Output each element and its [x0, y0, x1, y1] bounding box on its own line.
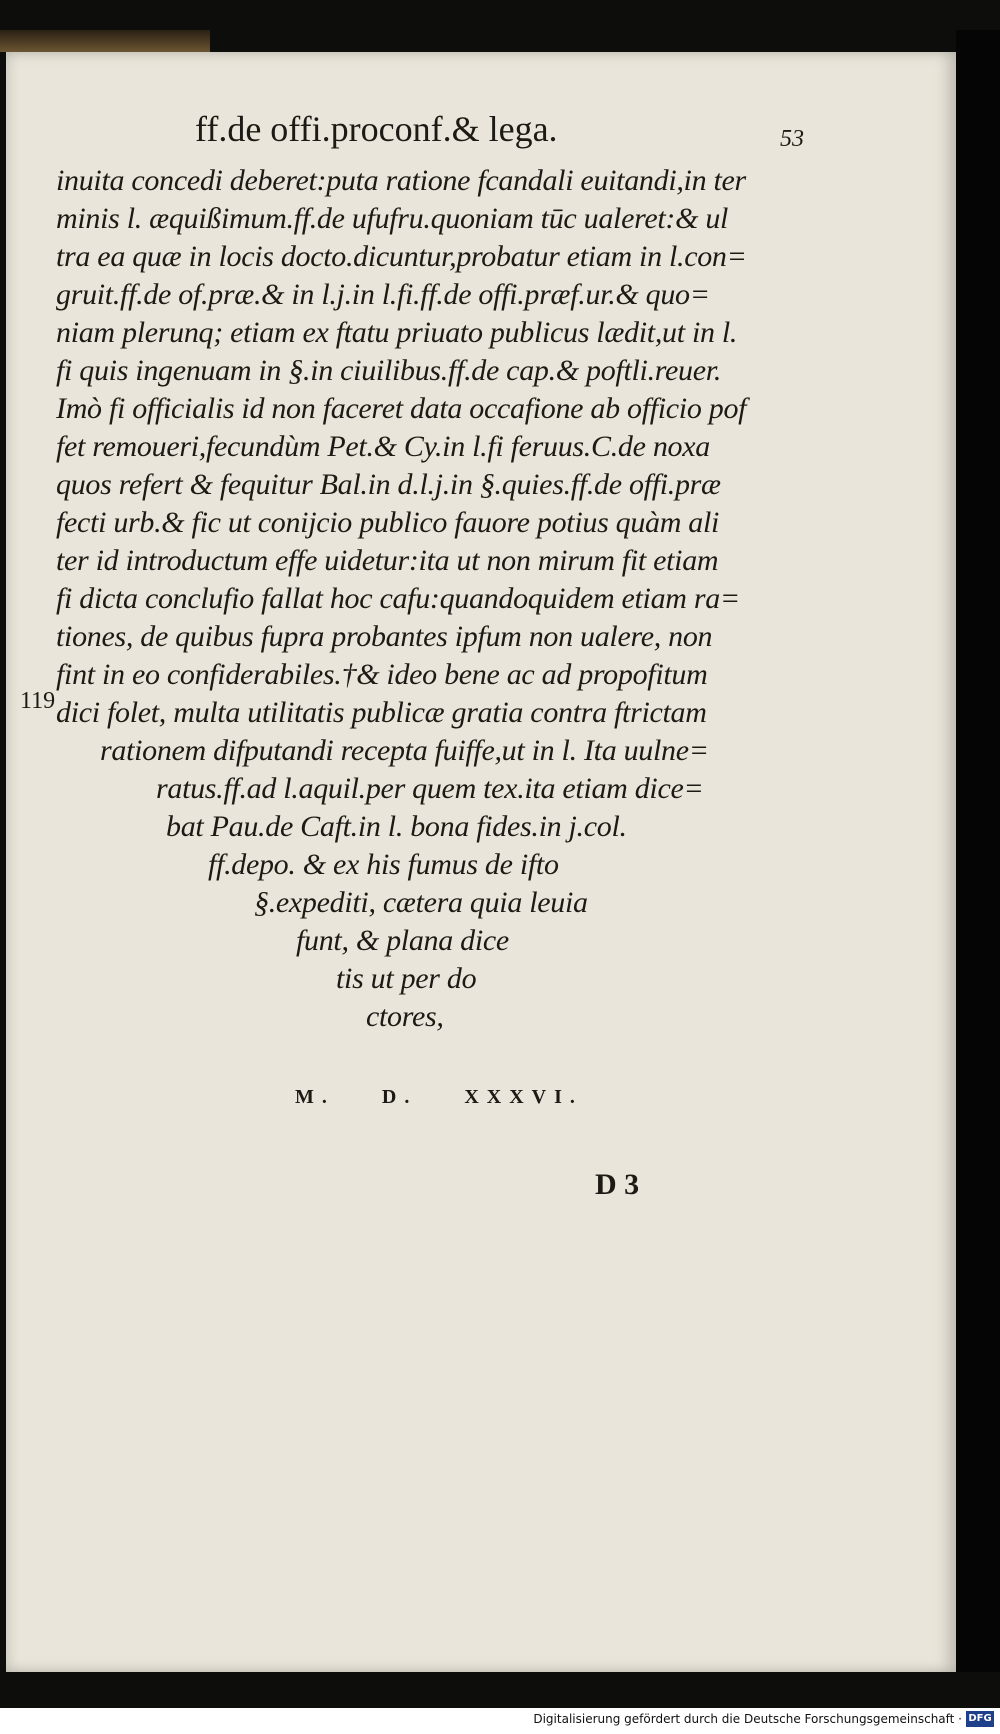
body-line: tis ut per do	[336, 962, 477, 995]
body-line: ctores,	[366, 1000, 444, 1033]
body-line: rationem difputandi recepta fuiffe,ut in l. Ita uulne=	[100, 734, 709, 767]
body-line: gruit.ff.de of.præ.& in l.j.in l.fi.ff.de offi.præf.ur.& quo=	[56, 278, 710, 311]
body-line: ter id introductum effe uidetur:ita ut non mirum fit etiam	[56, 544, 719, 577]
body-line: bat Pau.de Caft.in l. bona fides.in j.col.	[166, 810, 627, 843]
body-line: fi quis ingenuam in §.in ciuilibus.ff.de cap.& poftli.reuer.	[56, 354, 722, 387]
running-title: ff.de offi.proconf.& lega.	[195, 109, 558, 149]
body-line: quos refert & fequitur Bal.in d.l.j.in §.quies.ff.de offi.præ	[56, 468, 721, 501]
body-line: dici folet, multa utilitatis publicæ gratia contra ftrictam	[56, 696, 707, 729]
digitization-footer	[0, 1708, 1000, 1734]
body-line: fint in eo confiderabiles.†& ideo bene ac ad propofitum	[56, 658, 708, 691]
colophon-date: M. D. XXXVI.	[295, 1086, 583, 1108]
body-line: tra ea quæ in locis docto.dicuntur,probatur etiam in l.con=	[56, 240, 747, 273]
body-text	[56, 162, 786, 1036]
body-line: niam plerunq; etiam ex ftatu priuato publicus lædit,ut in l.	[56, 316, 738, 349]
dfg-logo-icon: DFG	[966, 1711, 994, 1727]
scan-margin-right	[956, 30, 1000, 1672]
body-line: fi dicta conclufio fallat hoc cafu:quandoquidem etiam ra=	[56, 582, 740, 615]
body-line: fecti urb.& fic ut conijcio publico fauore potius quàm ali	[56, 506, 720, 539]
body-line: §.expediti, cætera quia leuia	[254, 886, 588, 919]
body-line: ratus.ff.ad l.aquil.per quem tex.ita etiam dice=	[156, 772, 704, 805]
body-line: inuita concedi deberet:puta ratione fcandali euitandi,in ter	[56, 164, 746, 197]
body-line: ff.depo. & ex his fumus de ifto	[208, 848, 559, 881]
body-line: minis l. æquißimum.ff.de ufufru.quoniam tūc ualeret:& ul	[56, 202, 729, 235]
body-line: tiones, de quibus fupra probantes ipfum non ualere, non	[56, 620, 713, 653]
signature-mark: D 3	[595, 1168, 640, 1201]
book-edge	[0, 30, 210, 52]
body-line: funt, & plana dice	[296, 924, 509, 957]
margin-note-number: 119	[20, 688, 56, 714]
funding-credit: Digitalisierung gefördert durch die Deutsche Forschungsgemeinschaft ·	[533, 1712, 962, 1726]
body-line: Imò fi officialis id non faceret data occafione ab officio pof	[56, 392, 747, 425]
body-line: fet remoueri,fecundùm Pet.& Cy.in l.fi feruus.C.de noxa	[56, 430, 710, 463]
folio-number: 53	[780, 126, 804, 152]
